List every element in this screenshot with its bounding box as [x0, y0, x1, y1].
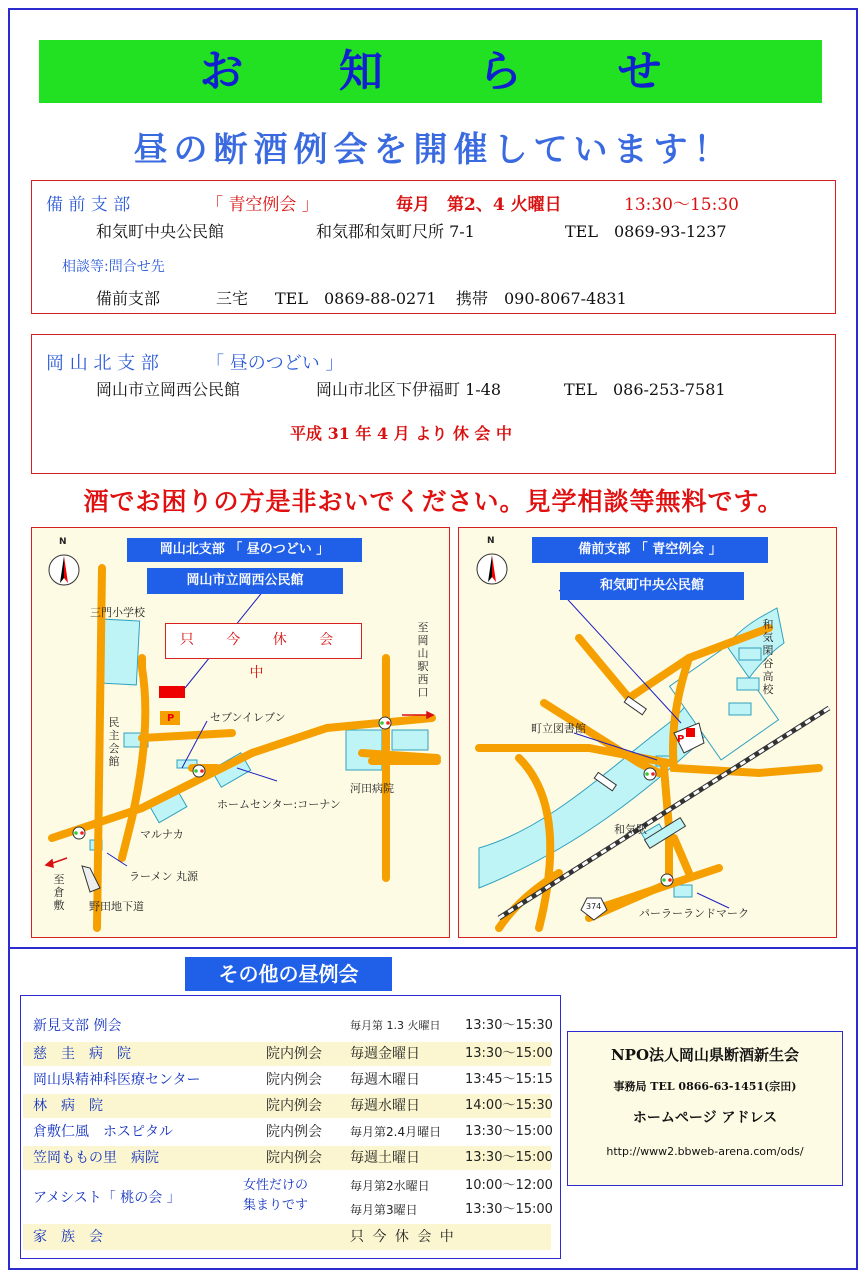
- okayama-kita-notice: 平成 31 年 4 月 より 休 会 中: [290, 424, 512, 443]
- npo-url[interactable]: http://www2.bbweb-arena.com/ods/: [606, 1145, 804, 1158]
- others-row-name: 慈 圭 病 院: [33, 1046, 131, 1062]
- bizen-branch: 備 前 支 部: [46, 195, 131, 215]
- map1-to-okayama: 至岡山駅西口: [417, 621, 429, 699]
- bizen-venue: 和気町中央公民館: [96, 222, 225, 241]
- bizen-contact-label: 相談等:問合せ先: [62, 259, 165, 275]
- map2-station-label: 和気駅: [614, 823, 647, 836]
- map1-minshu-label: 民主会館: [108, 716, 120, 768]
- others-row-name: 笠岡ももの里 病院: [33, 1150, 159, 1166]
- others-row: [23, 1120, 551, 1144]
- bizen-meeting: 「 青空例会 」: [206, 195, 319, 215]
- others-row-time: 13:30～15:00: [465, 1150, 553, 1165]
- north-label: N: [59, 537, 67, 547]
- npo-office: 事務局 TEL 0866-63-1451(宗田): [613, 1080, 797, 1093]
- amethyst-name: アメシスト「 桃の会 」: [33, 1190, 181, 1206]
- okayama-kita-tel: TEL 086-253-7581: [564, 380, 726, 399]
- okayama-kita-info-box: [31, 334, 836, 474]
- others-table: [20, 995, 561, 1259]
- others-row: [23, 1014, 551, 1038]
- others-row-name: 倉敷仁風 ホスピタル: [33, 1124, 173, 1140]
- section-divider: [8, 947, 858, 949]
- bizen-time: 13:30～15:30: [624, 195, 739, 215]
- others-row-time: 13:45～15:15: [465, 1072, 553, 1087]
- appeal-text: 酒でお困りの方是非おいでください。見学相談等無料です。: [83, 487, 784, 516]
- npo-name: NPO法人岡山県断酒新生会: [610, 1046, 800, 1064]
- others-row-day: 毎月第 1.3 火曜日: [350, 1019, 441, 1032]
- amethyst-note-2: 集まりです: [243, 1198, 309, 1213]
- others-row-amethyst: [23, 1174, 551, 1222]
- amethyst-day-1: 毎月第2水曜日: [350, 1179, 430, 1193]
- others-row-day: 毎週水曜日: [350, 1098, 420, 1114]
- others-row-time: 14:00～15:30: [465, 1098, 553, 1113]
- others-row-time: 13:30～15:30: [465, 1018, 553, 1033]
- others-row-time: 13:30～15:00: [465, 1124, 553, 1139]
- others-row-type: 院内例会: [266, 1124, 322, 1140]
- map1-to-kurashiki: 至倉敷: [53, 873, 65, 912]
- map-bizen: [458, 527, 837, 938]
- amethyst-time-1: 10:00～12:00: [465, 1178, 553, 1193]
- map1-home-center-label: ホームセンター:コーナン: [217, 798, 341, 811]
- others-row: [23, 1094, 551, 1118]
- others-row-day: 毎週木曜日: [350, 1072, 420, 1088]
- others-row-family: [23, 1224, 551, 1250]
- venue-building: [159, 686, 185, 698]
- others-row-time: 13:30～15:00: [465, 1046, 553, 1061]
- north-label-2: N: [487, 536, 495, 546]
- map1-parking: P: [167, 713, 175, 724]
- bizen-info-box: [31, 180, 836, 314]
- map1-seven-label: セブンイレブン: [210, 711, 286, 724]
- bizen-address: 和気郡和気町尺所 7-1: [316, 222, 475, 241]
- okayama-kita-meeting: 「 昼のつどい 」: [206, 353, 344, 374]
- others-row: [23, 1146, 551, 1170]
- family-name: 家 族 会: [33, 1229, 103, 1245]
- map1-school-label: 三門小学校: [90, 606, 145, 619]
- others-row-name: 林 病 院: [33, 1098, 103, 1114]
- npo-hp-label: ホームページ アドレス: [632, 1110, 778, 1126]
- bizen-contact-person: 三宅: [216, 289, 249, 308]
- amethyst-day-2: 毎月第3曜日: [350, 1203, 418, 1217]
- others-row-name: 新見支部 例会: [33, 1018, 122, 1034]
- map1-kawata-label: 河田病院: [350, 782, 394, 795]
- map1-ramen-label: ラーメン 丸源: [129, 870, 198, 883]
- bizen-schedule: 毎月 第2、4 火曜日: [396, 195, 562, 215]
- headline: 昼の断酒例会を開催しています！: [133, 130, 734, 170]
- bizen-contact-mobile: 携帯 090-8067-4831: [456, 289, 627, 308]
- notice-banner: お 知 ら せ: [39, 40, 822, 103]
- map2-school-label: 和気閑谷高校: [762, 618, 774, 696]
- others-row: [23, 1068, 551, 1092]
- bizen-tel: TEL 0869-93-1237: [565, 222, 727, 241]
- amethyst-note-1: 女性だけの: [243, 1178, 309, 1193]
- others-row-type: 院内例会: [266, 1046, 322, 1062]
- map1-meeting-tag: 岡山北支部 「 昼のつどい 」: [127, 538, 362, 562]
- map1-marunaka-label: マルナカ: [140, 828, 184, 841]
- map2-library-label: 町立図書館: [531, 722, 586, 735]
- map-okayama-kita: [31, 527, 450, 938]
- map1-venue-tag: 岡山市立岡西公民館: [147, 568, 343, 594]
- others-row-day: 毎週土曜日: [350, 1150, 420, 1166]
- okayama-kita-venue: 岡山市立岡西公民館: [96, 380, 241, 399]
- map2-meeting-tag: 備前支部 「 青空例会 」: [532, 537, 768, 563]
- npo-info-box: [567, 1031, 843, 1186]
- bizen-contact-tel: TEL 0869-88-0271: [275, 289, 437, 308]
- others-row-type: 院内例会: [266, 1150, 322, 1166]
- others-row-type: 院内例会: [266, 1072, 322, 1088]
- others-row-day: 毎週金曜日: [350, 1046, 420, 1062]
- map1-noda-label: 野田地下道: [89, 900, 144, 913]
- amethyst-time-2: 13:30～15:00: [465, 1202, 553, 1217]
- others-row-name: 岡山県精神科医療センター: [33, 1072, 201, 1088]
- others-row: [23, 1042, 551, 1066]
- map2-parking: P: [677, 734, 685, 745]
- okayama-kita-address: 岡山市北区下伊福町 1-48: [316, 380, 502, 399]
- map2-parlor-label: パーラーランドマーク: [639, 907, 749, 920]
- others-row-type: 院内例会: [266, 1098, 322, 1114]
- others-row-day: 毎月第2.4月曜日: [350, 1125, 442, 1139]
- others-title: その他の昼例会: [185, 957, 392, 991]
- family-status: 只 今 休 会 中: [350, 1229, 456, 1245]
- map1-closed-notice: 只 今 休 会 中: [165, 623, 362, 659]
- okayama-kita-branch: 岡 山 北 支 部: [46, 353, 159, 374]
- bizen-contact-branch: 備前支部: [96, 289, 161, 308]
- map2-route-label: 374: [586, 902, 602, 911]
- map2-venue-tag: 和気町中央公民館: [560, 572, 744, 600]
